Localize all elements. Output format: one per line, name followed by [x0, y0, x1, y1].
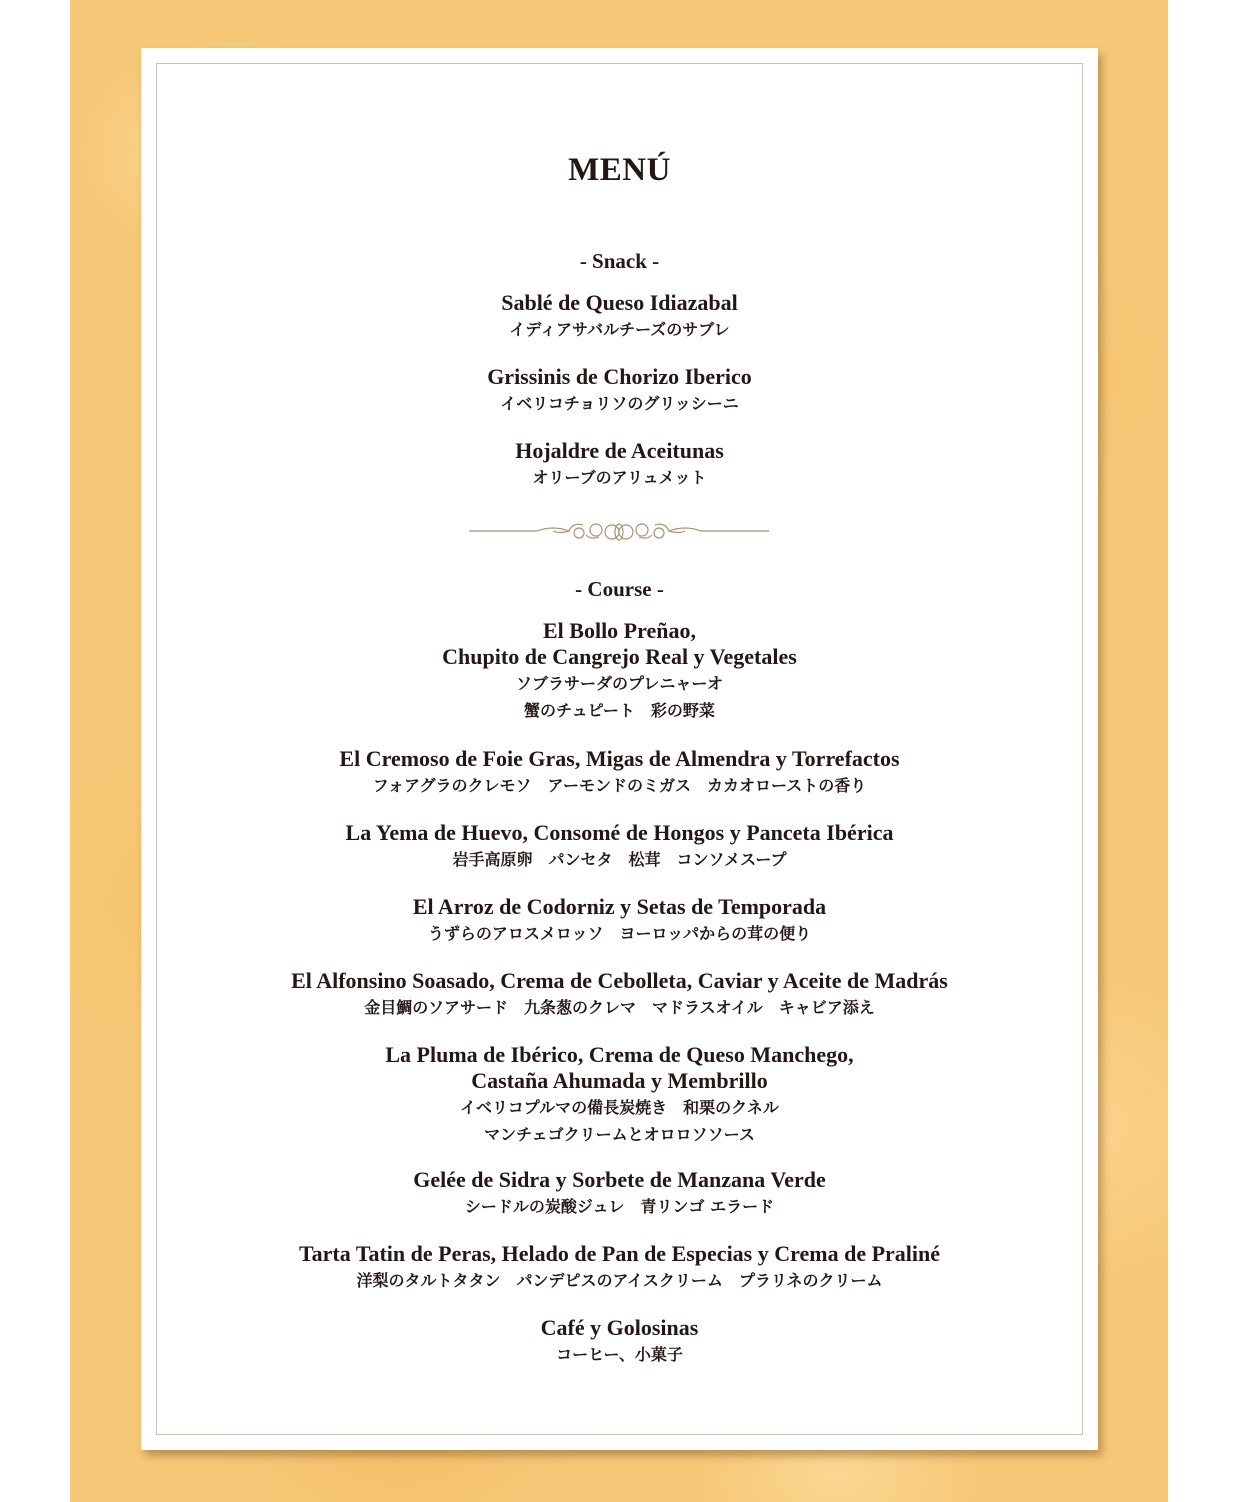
dish-name-es: Chupito de Cangrejo Real y Vegetales [442, 644, 797, 669]
dish-name-es: Castaña Ahumada y Membrillo [471, 1068, 768, 1093]
dish-name-jp: イベリコプルマの備長炭焼き 和栗のクネル [460, 1098, 779, 1117]
dish-name-jp: マンチェゴクリームとオロロソソース [484, 1125, 755, 1144]
dish-name-es: El Cremoso de Foie Gras, Migas de Almendra y Torrefactos [339, 746, 900, 771]
dish-name-jp: イディアサバルチーズのサブレ [509, 320, 730, 339]
ornamental-scroll-divider-icon [469, 518, 769, 544]
dish-name-jp: シードルの炭酸ジュレ 青リンゴ エラード [464, 1197, 775, 1216]
course-section-label: - Course - [575, 577, 664, 601]
dish-name-jp: イベリコチョリソのグリッシーニ [500, 394, 739, 413]
dish-name-jp: 洋梨のタルトタタン パンデピスのアイスクリーム プラリネのクリーム [356, 1271, 883, 1290]
dish-name-es: La Yema de Huevo, Consomé de Hongos y Panceta Ibérica [345, 820, 894, 845]
menu-item-course [141, 894, 1098, 947]
menu-content [141, 48, 1098, 1450]
dish-name-es: Hojaldre de Aceitunas [515, 438, 724, 463]
menu-item-course [141, 1315, 1098, 1368]
dish-name-jp: ソブラサーダのプレニャーオ [515, 674, 724, 693]
menu-item-course [141, 746, 1098, 799]
dish-name-es: Gelée de Sidra y Sorbete de Manzana Verde [413, 1167, 826, 1192]
menu-item-course [141, 618, 1098, 724]
dish-name-jp: 蟹のチュピート 彩の野菜 [524, 701, 715, 720]
dish-name-jp: うずらのアロスメロッソ ヨーロッパからの茸の便り [427, 924, 812, 943]
dish-name-es: Café y Golosinas [540, 1315, 699, 1340]
menu-item-course [141, 820, 1098, 873]
dish-name-es: La Pluma de Ibérico, Crema de Queso Manchego, [385, 1042, 854, 1067]
dish-name-jp: フォアグラのクレモソ アーモンドのミガス カカオローストの香り [372, 776, 867, 795]
dish-name-jp: 岩手高原卵 パンセタ 松茸 コンソメスープ [452, 850, 787, 869]
menu-card [141, 48, 1098, 1450]
dish-name-es: Tarta Tatin de Peras, Helado de Pan de Especias y Crema de Praliné [298, 1241, 941, 1266]
dish-name-es: El Arroz de Codorniz y Setas de Temporada [412, 894, 827, 919]
dish-name-jp: コーヒー、小菓子 [556, 1345, 683, 1364]
menu-item-course [141, 1042, 1098, 1148]
menu-title: MENÚ [568, 152, 671, 188]
dish-name-es: El Alfonsino Soasado, Crema de Cebolleta, Caviar y Aceite de Madrás [291, 968, 948, 993]
menu-item-course [141, 1167, 1098, 1220]
dish-name-jp: 金目鯛のソアサード 九条葱のクレマ マドラスオイル キャビア添え [364, 998, 875, 1017]
menu-item-snack [141, 290, 1098, 343]
menu-item-course [141, 1241, 1098, 1294]
dish-name-es: El Bollo Preñao, [543, 618, 696, 643]
menu-item-snack [141, 364, 1098, 417]
snack-section-label: - Snack - [579, 249, 660, 273]
menu-item-snack [141, 438, 1098, 491]
menu-item-course [141, 968, 1098, 1021]
dish-name-jp: オリーブのアリュメット [532, 468, 707, 487]
dish-name-es: Sablé de Queso Idiazabal [501, 290, 738, 315]
dish-name-es: Grissinis de Chorizo Iberico [487, 364, 752, 389]
